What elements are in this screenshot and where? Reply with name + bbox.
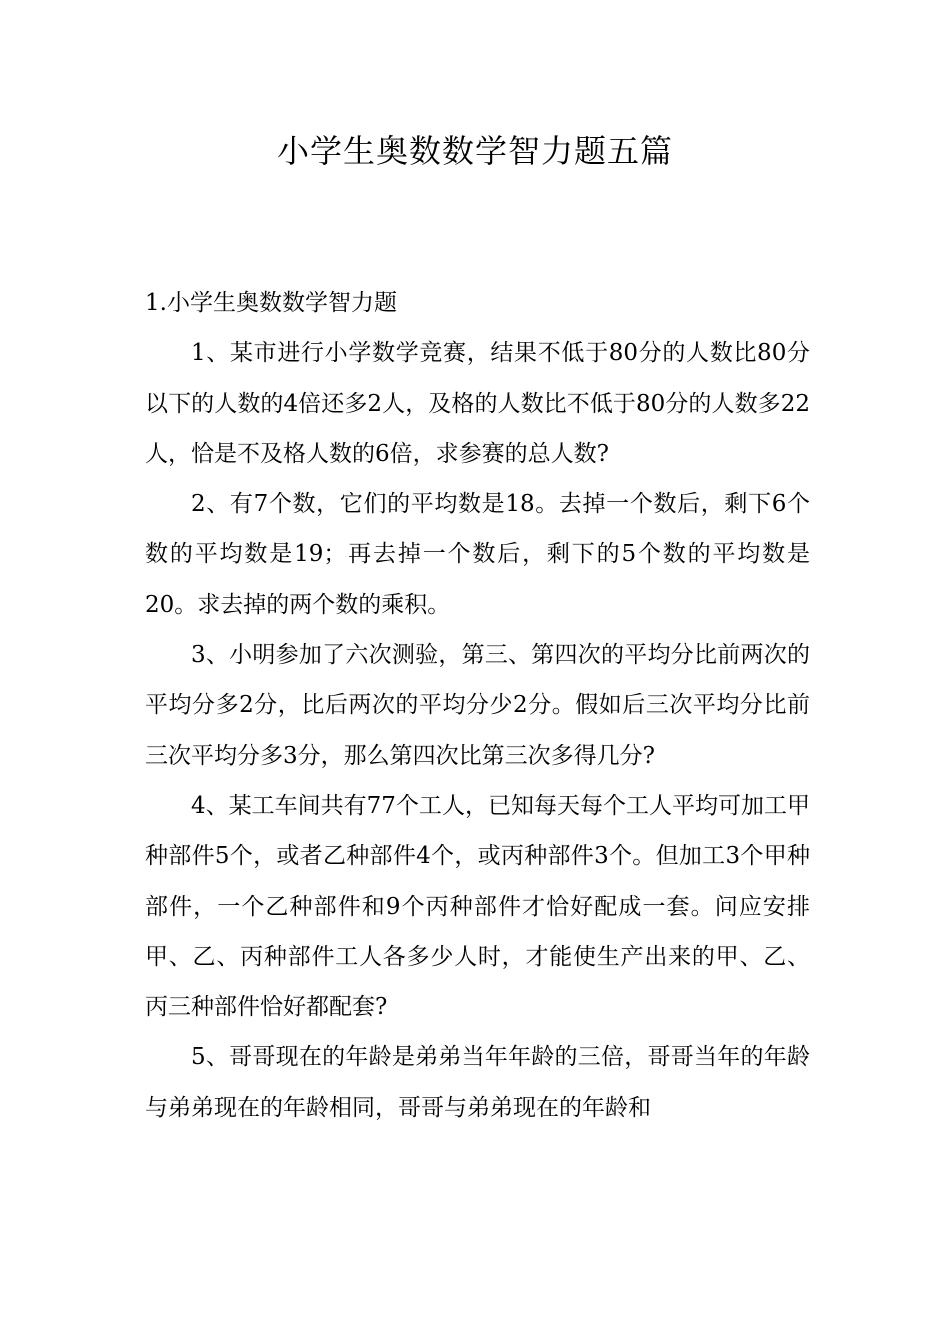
document-body	[145, 278, 810, 1133]
question-5: 5、哥哥现在的年龄是弟弟当年年龄的三倍，哥哥当年的年龄与弟弟现在的年龄相同，哥哥与弟弟现在的年龄和	[145, 1044, 810, 1121]
section-heading: 1.小学生奥数数学智力题	[145, 290, 397, 316]
document-title: 小学生奥数数学智力题五篇	[276, 132, 673, 170]
question-4: 4、某工车间共有77个工人，已知每天每个工人平均可加工甲种部件5个，或者乙种部件4个，或丙种部件3个。但加工3个甲种部件，一个乙种部件和9个丙种部件才恰好配成一套。问应安排甲、乙、丙种部件工人各多少人时，才能使生产出来的甲、乙、丙三种部件恰好都配套?	[145, 792, 810, 1021]
question-2: 2、有7个数，它们的平均数是18。去掉一个数后，剩下6个数的平均数是19；再去掉一个数后，剩下的5个数的平均数是20。求去掉的两个数的乘积。	[145, 491, 810, 618]
question-3: 3、小明参加了六次测验，第三、第四次的平均分比前两次的平均分多2分，比后两次的平均分少2分。假如后三次平均分比前三次平均分多3分，那么第四次比第三次多得几分?	[145, 642, 810, 769]
question-1: 1、某市进行小学数学竞赛，结果不低于80分的人数比80分以下的人数的4倍还多2人，及格的人数比不低于80分的人数多22人，恰是不及格人数的6倍，求参赛的总人数?	[145, 340, 810, 467]
